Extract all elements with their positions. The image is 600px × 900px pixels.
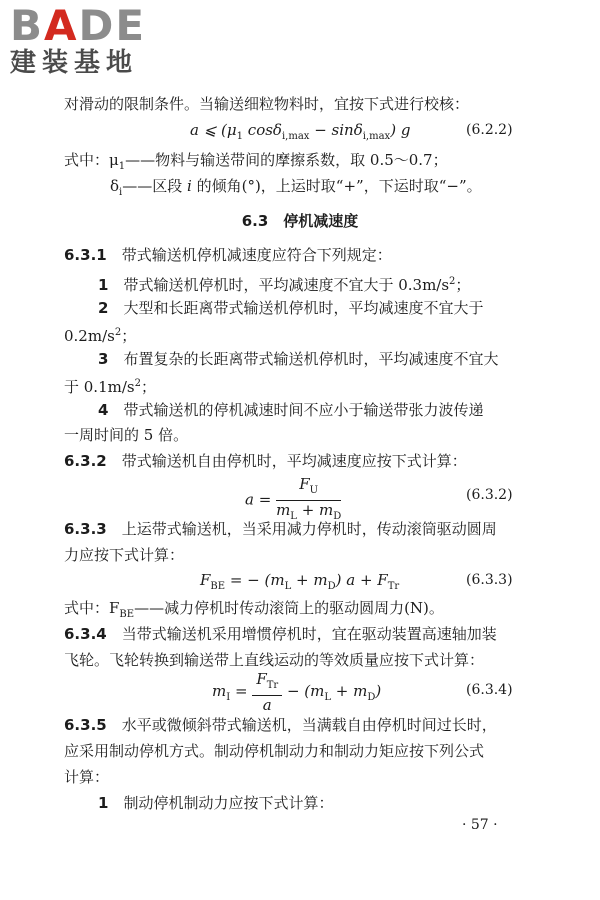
list-item-cont: $0.2m/s^2$； [64, 327, 137, 345]
logo-brand-cn: 建装基地 [10, 48, 139, 78]
equation-6-3-2: a = $\frac{F_U}{m_L + m_D}$ [245, 475, 342, 522]
logo [10, 1, 180, 78]
equation-number: (6.3.4) [466, 682, 513, 698]
body-text-line: 应采用制动停机方式。制动停机制动力和制动力矩应按下列公式 [64, 742, 485, 760]
list-item: 1 带式输送机停机时，平均减速度不宜大于 $0.3m/s^2$； [98, 276, 471, 294]
where-line: $\delta_i——$区段 i 的倾角(°)，上运时取“+”，下运时取“−”。 [110, 177, 482, 198]
section-title: 6.3 停机减速度 [241, 212, 359, 230]
equation-number: (6.3.3) [466, 572, 513, 588]
list-item: 4 带式输送机的停机减速时间不应小于输送带张力波传递 [98, 401, 484, 419]
clause-6-3-1: 6.3.1 带式输送机停机减速度应符合下列规定： [64, 246, 392, 264]
equation-number: (6.2.2) [466, 122, 513, 138]
logo-brand-text: BADE [10, 1, 147, 50]
where-line: 式中：$F_{BE}——$减力停机时传动滚筒上的驱动圆周力(N)。 [64, 599, 444, 620]
list-item: 3 布置复杂的长距离带式输送机停机时，平均减速度不宜大 [98, 350, 499, 368]
body-text-line: 飞轮。飞轮转换到输送带上直线运动的等效质量应按下式计算： [64, 651, 485, 669]
equation-6-3-3: $F_{BE}$ = − $(m_L + m_D) a + F_{Tr}$ [200, 571, 400, 592]
page-number: · 57 · [462, 817, 498, 833]
list-item: 2 大型和长距离带式输送机停机时，平均减速度不宜大于 [98, 299, 484, 317]
clause-6-3-3: 6.3.3 上运带式输送机，当采用减力停机时，传动滚筒驱动圆周 [64, 520, 497, 538]
clause-6-3-4: 6.3.4 当带式输送机采用增惯停机时，宜在驱动装置高速轴加装 [64, 625, 497, 643]
equation-6-2-2: a ⩽ ($\mu_1$ cosδ$_{i,max}$ − sinδ$_{i,max}$) g [190, 121, 411, 142]
where-line: 式中：$\mu_1——$物料与输送带间的摩擦系数，取 0.5～0.7； [64, 151, 448, 172]
equation-6-3-4: $m_I$ = $\frac{F_{Tr}}{a}$ − $(m_L + m_D)$ [212, 670, 382, 714]
equation-number: (6.3.2) [466, 487, 513, 503]
body-text-line: 力应按下式计算： [64, 546, 185, 564]
clause-6-3-2: 6.3.2 带式输送机自由停机时，平均减速度应按下式计算： [64, 452, 467, 470]
list-item-cont: 于 $0.1m/s^2$； [64, 378, 156, 396]
clause-6-3-5: 6.3.5 水平或微倾斜带式输送机，当满载自由停机时间过长时， [64, 716, 497, 734]
list-item-cont: 一周时间的 5 倍。 [64, 426, 189, 444]
body-text-line: 对滑动的限制条件。当输送细粒物料时，宜按下式进行校核： [64, 95, 470, 113]
list-item: 1 制动停机制动力应按下式计算： [98, 794, 334, 812]
body-text-line: 计算： [64, 768, 110, 786]
